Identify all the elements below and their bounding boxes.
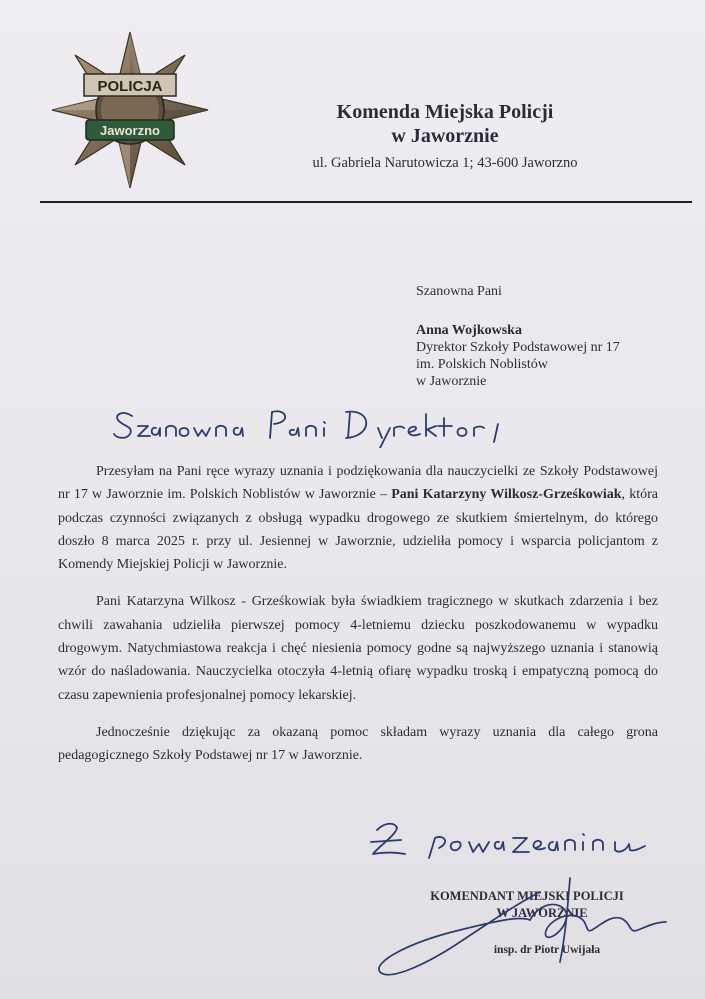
body-paragraph-2: Pani Katarzyna Wilkosz - Grześkowiak była świadkiem tragicznego w skutkach zdarzenia i bez chwili zawahania udzieliła pierwszej pomocy 4-letniemu dziecku poszkodowanemu w wypadku drogowym. Natychmiastowa reakcja i chęć niesienia pomocy godne są najwyższego uznania i stanowią wzór do naśladowania. Nauczycielka otoczyła 4-letnią ofiarę wypadku troską i empatyczną pomocą do czasu zapewnienia profesjonalnej pomocy lekarskiej.	[58, 594, 658, 703]
handwritten-signature	[370, 872, 670, 992]
recipient-name: Anna Wojkowska	[416, 323, 522, 338]
signatory-title-city: W JAWORZNIE	[496, 906, 588, 920]
body-paragraph-1	[58, 460, 658, 576]
paragraph-1-text-end: , która podczas czynności związanych z obsługą wypadku drogowego ze skutkiem śmiertelnym, do którego doszło 8 marca 2025 r. przy ul. Jesiennej w Jaworznie, udzieliła pomocy i wsparcia policjantom z Komendy Miejskiej Policji w Jaworznie.	[58, 487, 658, 573]
organization-city: w Jaworznie	[391, 125, 499, 147]
badge-text-city: Jaworzno	[100, 123, 160, 138]
handwritten-closing	[365, 812, 655, 872]
paragraph-1-text-start: Przesyłam na Pani ręce wyrazy uznania i podziękowania dla nauczycielki ze Szkoły Podstawowej nr 17 w Jaworznie im. Polskich Noblistów w Jaworznie –	[58, 464, 658, 503]
recipient-salutation: Szanowna Pani	[416, 284, 502, 299]
body-paragraph-3: Jednocześnie dziękując za okazaną pomoc składam wyrazy uznania dla całego grona pedagogicznego Szkoły Podstawej nr 17 w Jaworznie.	[58, 724, 658, 764]
recipient-school-name: im. Polskich Noblistów	[416, 357, 548, 372]
recipient-city: w Jaworznie	[416, 374, 487, 389]
teacher-name-bold: Pani Katarzyny Wilkosz-Grześkowiak	[391, 487, 622, 503]
badge-text-policja: POLICJA	[97, 78, 163, 95]
letter-body	[58, 460, 658, 782]
signatory-name: insp. dr Piotr Uwijała	[493, 944, 601, 956]
letterhead	[290, 100, 600, 172]
handwritten-greeting	[110, 398, 510, 448]
recipient-position: Dyrektor Szkoły Podstawowej nr 17	[416, 340, 620, 355]
recipient-block	[416, 283, 620, 390]
organization-address: ul. Gabriela Narutowicza 1; 43-600 Jaworzno	[312, 155, 578, 171]
organization-name: Komenda Miejska Policji	[336, 101, 554, 123]
police-badge-logo	[50, 30, 210, 190]
header-divider	[40, 201, 692, 203]
signatory-title: KOMENDANT MIEJSKI POLICJI	[430, 889, 624, 903]
